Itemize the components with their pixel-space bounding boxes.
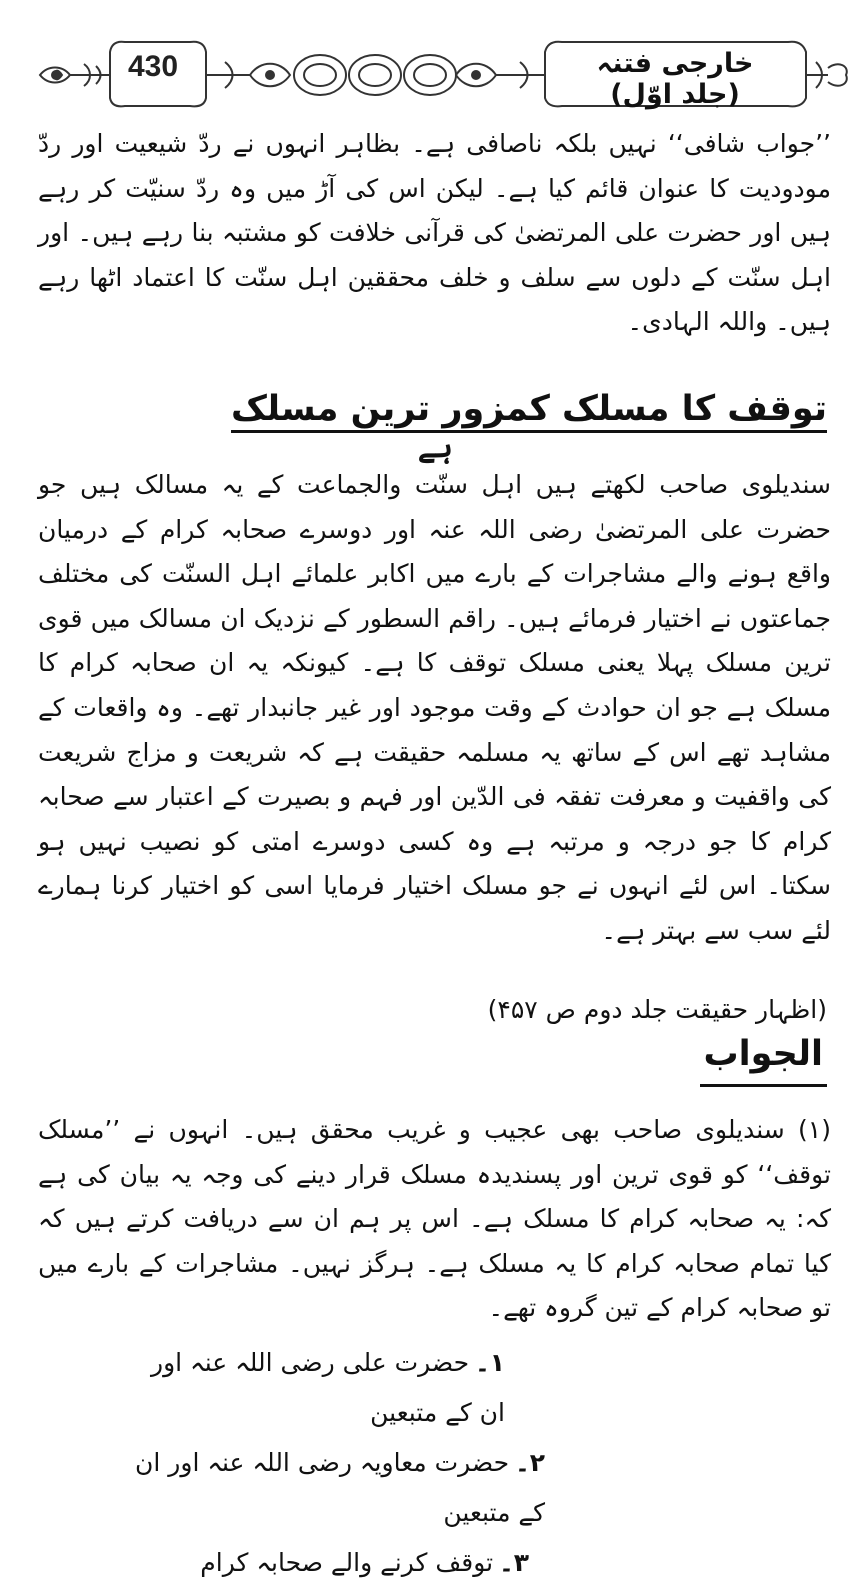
- center-flourish-icon: [206, 55, 545, 95]
- list-item-text: حضرت علی رضی اللہ عنہ اور ان کے متبعین: [151, 1348, 505, 1427]
- paragraph-1: ’’جواب شافی‘‘ نہیں بلکہ ناصافی ہے۔ بظاہر انہوں نے ردّ شیعیت اور ردّ مودودیت کا عنوان قائم کیا ہے۔ لیکن اس کی آڑ میں وہ ردّ سنیّت کر رہے ہیں اور حضرت علی المرتضیٰ کی قرآنی خلافت کو مشتبہ بنا رہے ہیں۔ اور اہل سنّت کے دلوں سے سلف و خلف محققین اہل سنّت کا اعتماد اٹھا رہے ہیں۔ واللہ الہادی۔: [38, 129, 831, 337]
- paragraph-2: سندیلوی صاحب لکھتے ہیں اہل سنّت والجماعت کے یہ مسالک ہیں جو حضرت علی المرتضیٰ رضی اللہ عنہ اور دوسرے صحابہ کرام کے درمیان واقع ہونے والے مشاجرات کے بارے میں اکابر علمائے اہل السنّت کی مختلف جماعتوں نے اختیار فرمائے ہیں۔ راقم السطور کے نزدیک ان مسالک میں قوی ترین مسلک پہلا یعنی مسلک توقف کا ہے۔ کیونکہ یہ ان صحابہ کرام کا مسلک ہے جو ان حوادث کے وقت موجود اور غیر جانبدار تھے۔ وہ واقعات کے مشاہد تھے اس کے ساتھ یہ مسلمہ حقیقت ہے کہ شریعت و مزاج شریعت کی واقفیت و معرفت تفقہ فی الدّین اور فہم و بصیرت کے اعتبار سے صحابہ کرام کا جو درجہ و مرتبہ ہے وہ کسی دوسرے امتی کو نصیب نہیں ہو سکتا۔ اس لئے انہوں نے جو مسلک اختیار فرمایا اسی کو اختیار کرنا ہمارے لئے سب سے بہتر ہے۔: [38, 470, 831, 945]
- paragraph-3: (۱) سندیلوی صاحب بھی عجیب و غریب محقق ہیں۔ انہوں نے ’’مسلک توقف‘‘ کو قوی ترین اور پسندیدہ مسلک قرار دینے کی وجہ یہ بیان کی ہے کہ: یہ صحابہ کرام کا مسلک ہے۔ اس پر ہم ان سے دریافت کرتے ہیں کہ کیا تمام صحابہ کرام کا یہ مسلک ہے۔ ہرگز نہیں۔ مشاجرات کے بارے میں تو صحابہ کرام کے تین گروہ تھے۔: [38, 1115, 831, 1323]
- page-header: [0, 0, 863, 110]
- section-heading-1: توقف کا مسلک کمزور ترین مسلک: [231, 389, 827, 429]
- list-item-text: حضرت معاویہ رضی اللہ عنہ اور ان کے متبعین: [135, 1448, 545, 1527]
- list-item-text: توقف کرنے والے صحابہ کرام: [200, 1548, 494, 1577]
- section-heading-1-continuation: ہے: [417, 430, 453, 465]
- list-item-number: ۳۔: [499, 1548, 529, 1577]
- left-flourish-icon: [40, 64, 110, 86]
- list-item: [133, 1338, 505, 1438]
- list-item-number: ۲۔: [515, 1448, 545, 1477]
- groups-list: [133, 1338, 563, 1588]
- right-flourish-icon: [806, 62, 847, 88]
- list-item: [133, 1438, 545, 1538]
- section-heading-2: الجواب: [700, 1030, 827, 1087]
- list-item: [133, 1538, 529, 1588]
- running-title: خارجی فتنہ (جلد اوّل): [596, 48, 754, 110]
- citation: (اظہار حقیقت جلد دوم ص ۴۵۷): [487, 995, 827, 1024]
- page-number: 430: [127, 50, 179, 83]
- list-item-number: ۱۔: [475, 1348, 505, 1377]
